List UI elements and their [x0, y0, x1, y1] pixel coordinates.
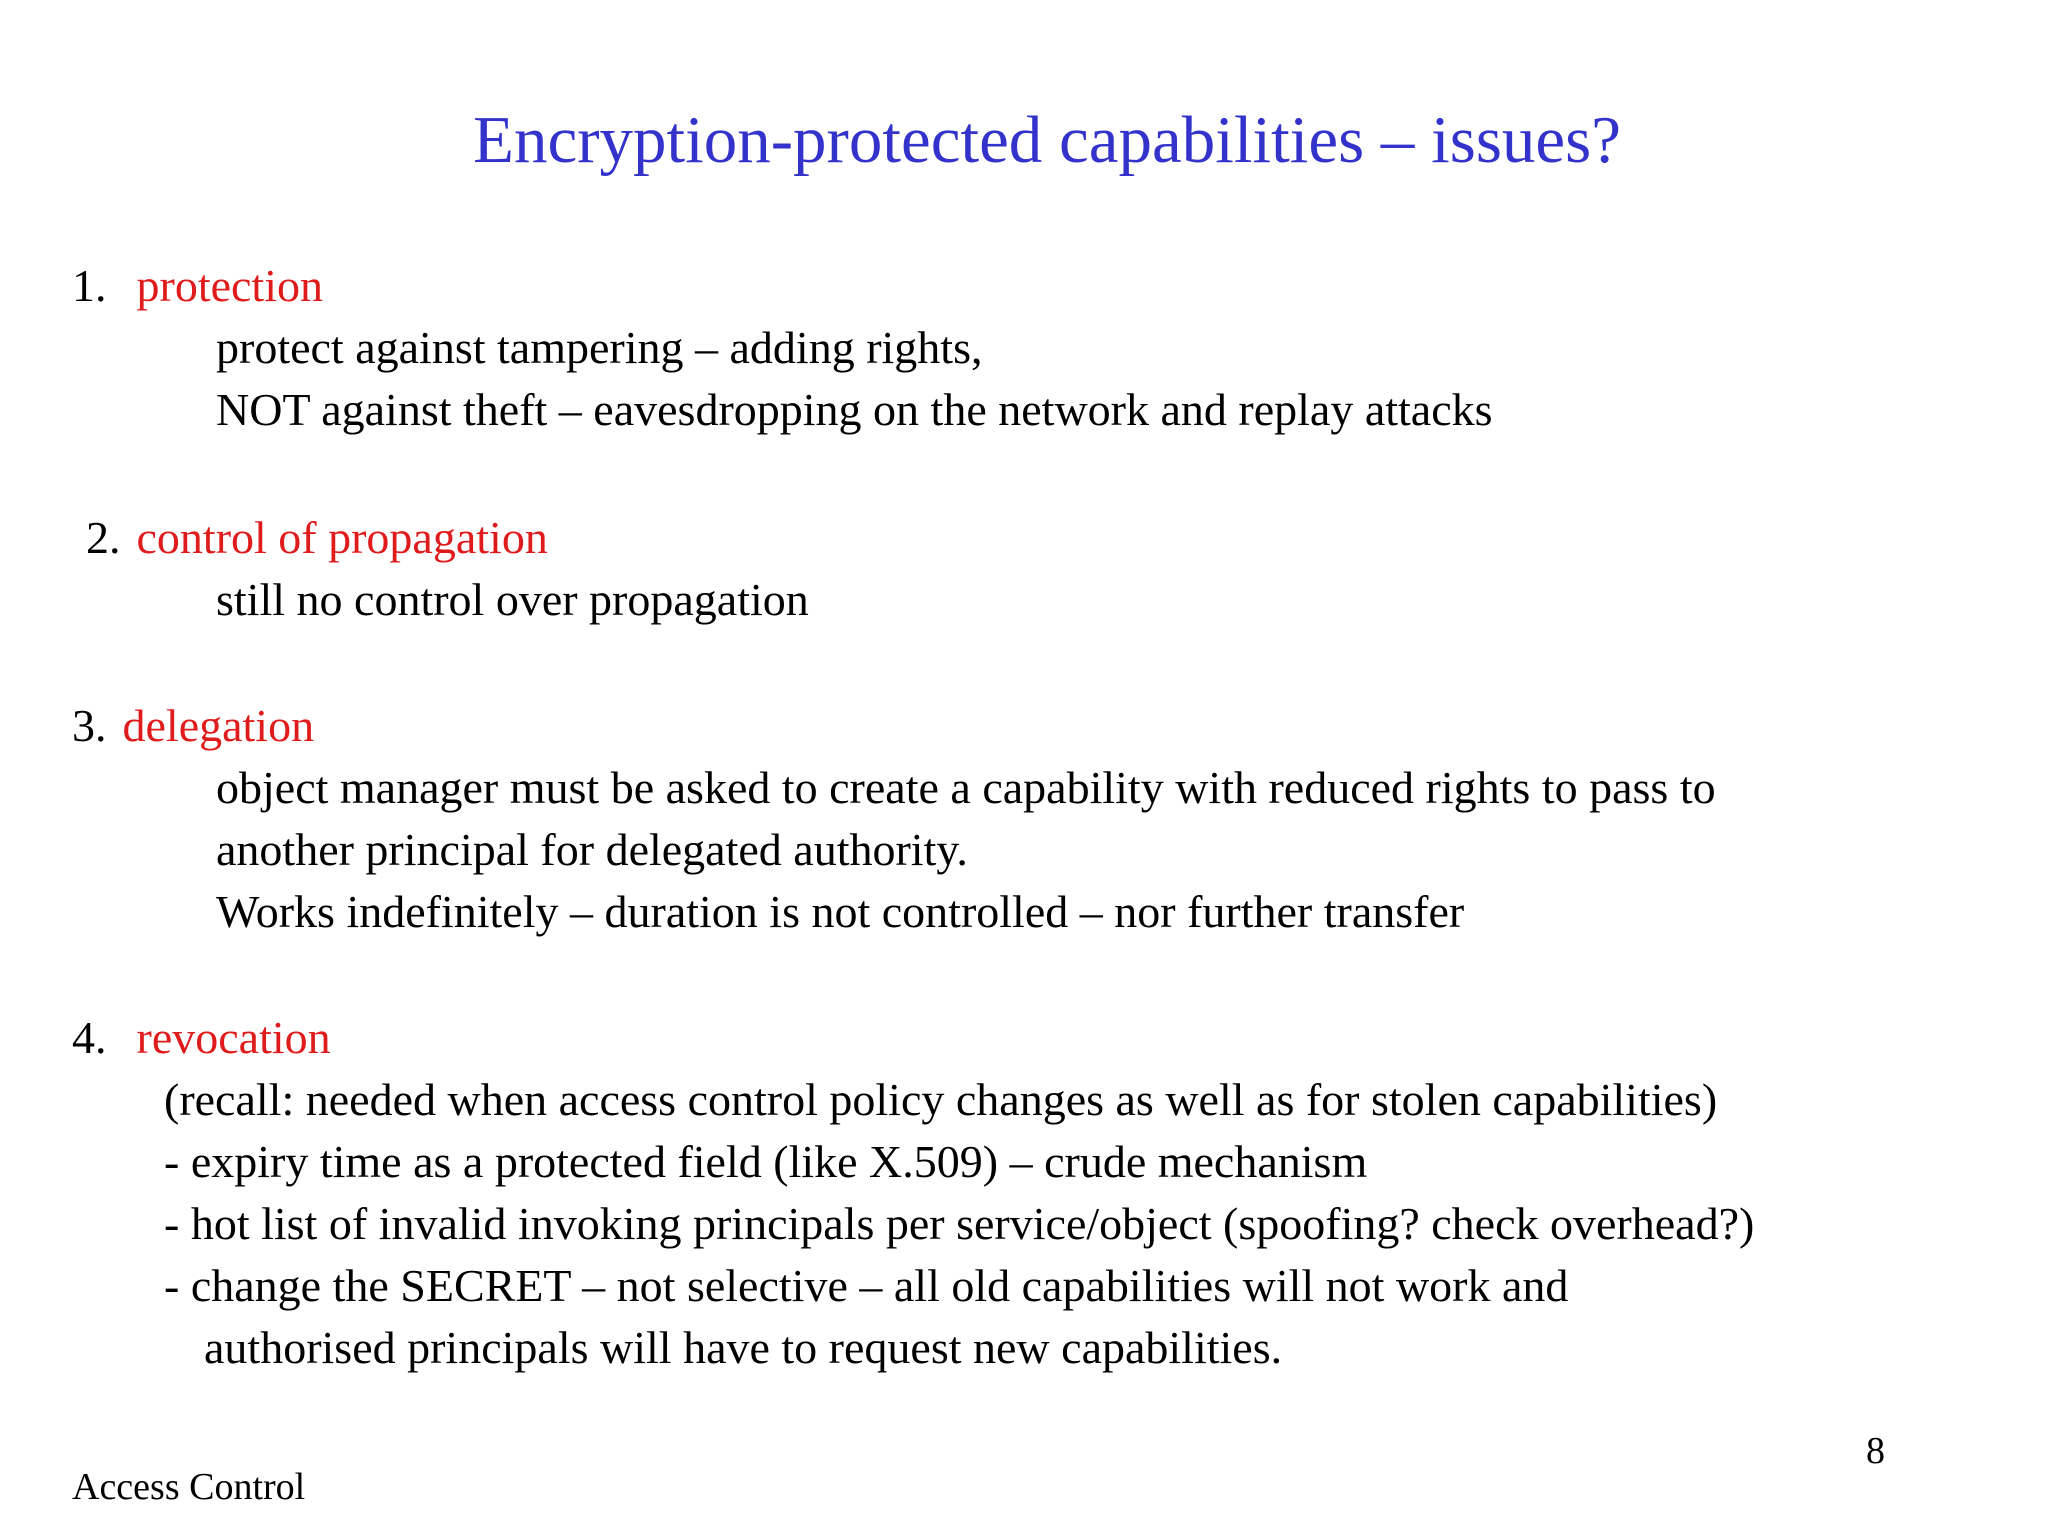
item-4-line-1: (recall: needed when access control policy changes as well as for stolen capabilities) — [164, 1074, 1718, 1125]
item-4-line-5: authorised principals will have to request new capabilities. — [204, 1322, 1283, 1373]
item-3-number: 3. — [72, 700, 107, 751]
item-2-heading: control of propagation — [136, 512, 548, 563]
item-1-header — [72, 258, 323, 314]
item-4-line-2: - expiry time as a protected field (like X.509) – crude mechanism — [164, 1136, 1368, 1187]
item-2-number: 2. — [86, 512, 121, 563]
item-4-line-4: - change the SECRET – not selective – all old capabilities will not work and — [164, 1260, 1569, 1311]
item-3-line-2: another principal for delegated authority. — [216, 824, 968, 875]
item-4-header — [72, 1010, 331, 1066]
item-3-line-3: Works indefinitely – duration is not controlled – nor further transfer — [216, 886, 1465, 937]
item-3-heading: delegation — [122, 700, 315, 751]
item-2-header — [86, 510, 548, 566]
item-1-line-1: protect against tampering – adding rights, — [216, 322, 983, 373]
slide-title: Encryption-protected capabilities – issues? — [473, 103, 1621, 177]
item-4-heading: revocation — [136, 1012, 331, 1063]
footer-label: Access Control — [72, 1466, 306, 1508]
item-1-line-2: NOT against theft – eavesdropping on the network and replay attacks — [216, 384, 1493, 435]
item-4-number: 4. — [72, 1012, 107, 1063]
item-3-header — [72, 698, 314, 754]
item-1-number: 1. — [72, 260, 107, 311]
item-3-line-1: object manager must be asked to create a capability with reduced rights to pass to — [216, 762, 1716, 813]
item-2-line-1: still no control over propagation — [216, 574, 809, 625]
item-1-heading: protection — [136, 260, 323, 311]
item-4-line-3: - hot list of invalid invoking principals per service/object (spoofing? check overhead?) — [164, 1198, 1755, 1249]
page-number: 8 — [1866, 1430, 1885, 1472]
